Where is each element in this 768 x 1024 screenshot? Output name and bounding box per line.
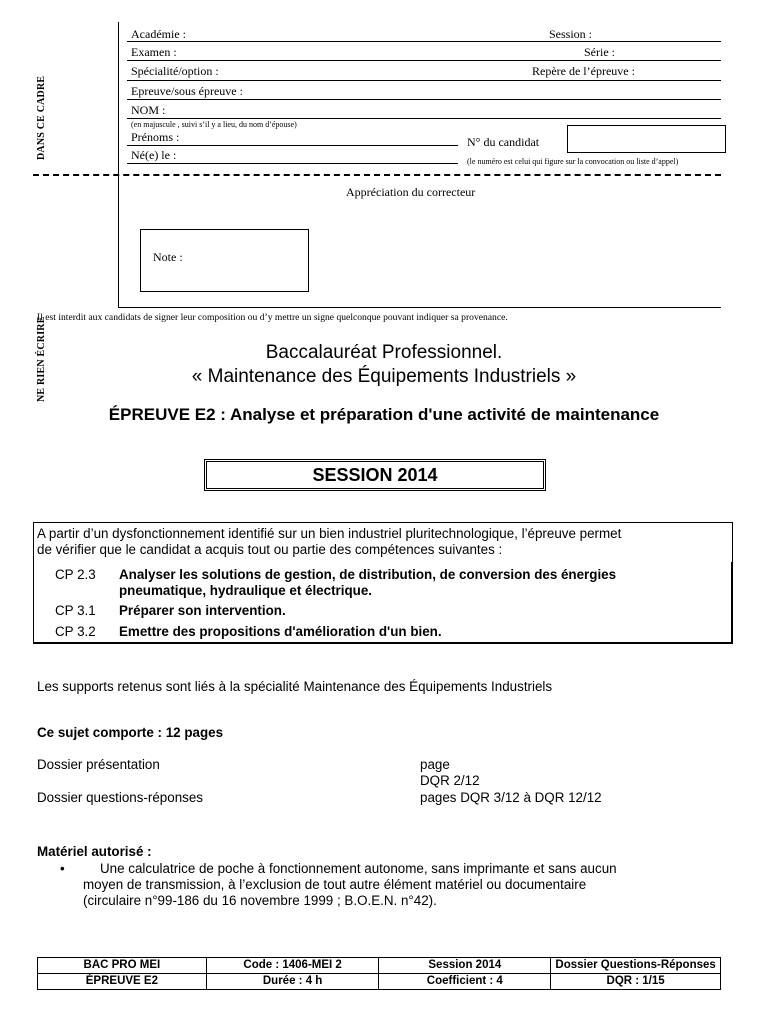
side-label-bottom: NE RIEN ÉCRIRE: [36, 316, 47, 402]
cp-2-3-text-2: pneumatique, hydraulique et électrique.: [119, 583, 372, 598]
footer-row-1: [38, 958, 721, 974]
serie-label: Série :: [584, 45, 615, 59]
materiel-title: Matériel autorisé :: [37, 844, 152, 859]
competences-intro-line-1: A partir d’un dysfonctionnement identifié sur un bien industriel pluritechnologique, l’épreuve permet: [37, 526, 622, 541]
note-box[interactable]: [140, 229, 309, 292]
specialite-line: [127, 80, 721, 81]
dossier-qr-value: pages DQR 3/12 à DQR 12/12: [420, 790, 602, 805]
ne-le-line: [127, 163, 458, 164]
materiel-line-3: (circulaire n°99-186 du 16 novembre 1999 ; B.O.E.N. n°42).: [83, 893, 437, 908]
footer-cell-code: Code : 1406-MEI 2: [206, 958, 379, 974]
repere-label: Repère de l’épreuve :: [532, 64, 635, 78]
footer-cell-exam: BAC PRO MEI: [38, 958, 207, 974]
title-line-2: « Maintenance des Équipements Industriels »: [191, 366, 577, 387]
cp-3-2-code: CP 3.2: [55, 624, 96, 639]
dossier-presentation-value-1: page: [420, 757, 450, 772]
examen-line: [127, 60, 721, 61]
footer-cell-duree: Durée : 4 h: [206, 974, 379, 990]
supports-text: Les supports retenus sont liés à la spécialité Maintenance des Équipements Industriels: [37, 679, 553, 694]
dossier-presentation-label: Dossier présentation: [37, 757, 160, 772]
materiel-line-2: moyen de transmission, à l’exclusion de tout autre élément matériel ou documentaire: [83, 877, 587, 892]
header-bottom-border: [118, 307, 721, 308]
appreciation-label: Appréciation du correcteur: [346, 185, 476, 199]
candidat-label: N° du candidat: [467, 135, 540, 149]
header-frame-left-border: [118, 22, 119, 307]
footer-row-2: [38, 974, 721, 990]
footer-table: [37, 957, 721, 990]
materiel-line-1: Une calculatrice de poche à fonctionnement autonome, sans imprimante et sans aucun: [100, 861, 617, 876]
nom-line: [127, 118, 721, 119]
prenoms-label: Prénoms :: [131, 130, 180, 144]
nom-label: NOM :: [131, 103, 166, 117]
specialite-label: Spécialité/option :: [131, 64, 219, 78]
dossier-qr-label: Dossier questions-réponses: [37, 790, 203, 805]
epreuve-label: Epreuve/sous épreuve :: [131, 84, 243, 98]
footer-cell-dossier: Dossier Questions-Réponses: [551, 958, 721, 974]
materiel-bullet: •: [60, 861, 65, 876]
footer-cell-epreuve: ÉPREUVE E2: [38, 974, 207, 990]
cut-dashed-line: [33, 174, 721, 176]
session-label: Session :: [549, 27, 593, 41]
session-box: [204, 459, 546, 491]
cp-3-1-text: Préparer son intervention.: [119, 603, 286, 618]
candidat-note: (le numéro est celui qui figure sur la convocation ou liste d’appel): [467, 157, 679, 166]
pages-title: Ce sujet comporte : 12 pages: [37, 725, 224, 740]
examen-label: Examen :: [131, 45, 177, 59]
footer-cell-coefficient: Coefficient : 4: [379, 974, 551, 990]
cp-3-1-code: CP 3.1: [55, 603, 96, 618]
footer-cell-session: Session 2014: [379, 958, 551, 974]
dossier-presentation-value-2: DQR 2/12: [420, 773, 480, 788]
epreuve-title: ÉPREUVE E2 : Analyse et préparation d'une activité de maintenance: [108, 405, 660, 424]
epreuve-line: [127, 99, 721, 100]
footer-cell-page: DQR : 1/15: [551, 974, 721, 990]
session-title: SESSION 2014: [312, 465, 438, 485]
cp-3-2-text: Emettre des propositions d'amélioration d'un bien.: [119, 624, 442, 639]
nom-note: (en majuscule , suivi s’il y a lieu, du nom d’épouse): [131, 120, 297, 129]
cp-2-3-code: CP 2.3: [55, 567, 96, 582]
warning-text: Il est interdit aux candidats de signer leur composition ou d’y mettre un signe quelconque pouvant indiquer sa provenance.: [37, 312, 508, 323]
competences-intro-line-2: de vérifier que le candidat a acquis tout ou partie des compétences suivantes :: [37, 542, 503, 557]
title-line-1: Baccalauréat Professionnel.: [265, 342, 503, 363]
academie-label: Académie :: [131, 27, 186, 41]
prenoms-line: [127, 145, 458, 146]
academie-line: [127, 41, 721, 42]
candidat-number-box[interactable]: [567, 125, 726, 153]
side-label-top: DANS CE CADRE: [36, 75, 47, 160]
note-label: Note :: [153, 250, 183, 264]
cp-2-3-text-1: Analyser les solutions de gestion, de distribution, de conversion des énergies: [119, 567, 617, 582]
ne-le-label: Né(e) le :: [131, 148, 177, 162]
